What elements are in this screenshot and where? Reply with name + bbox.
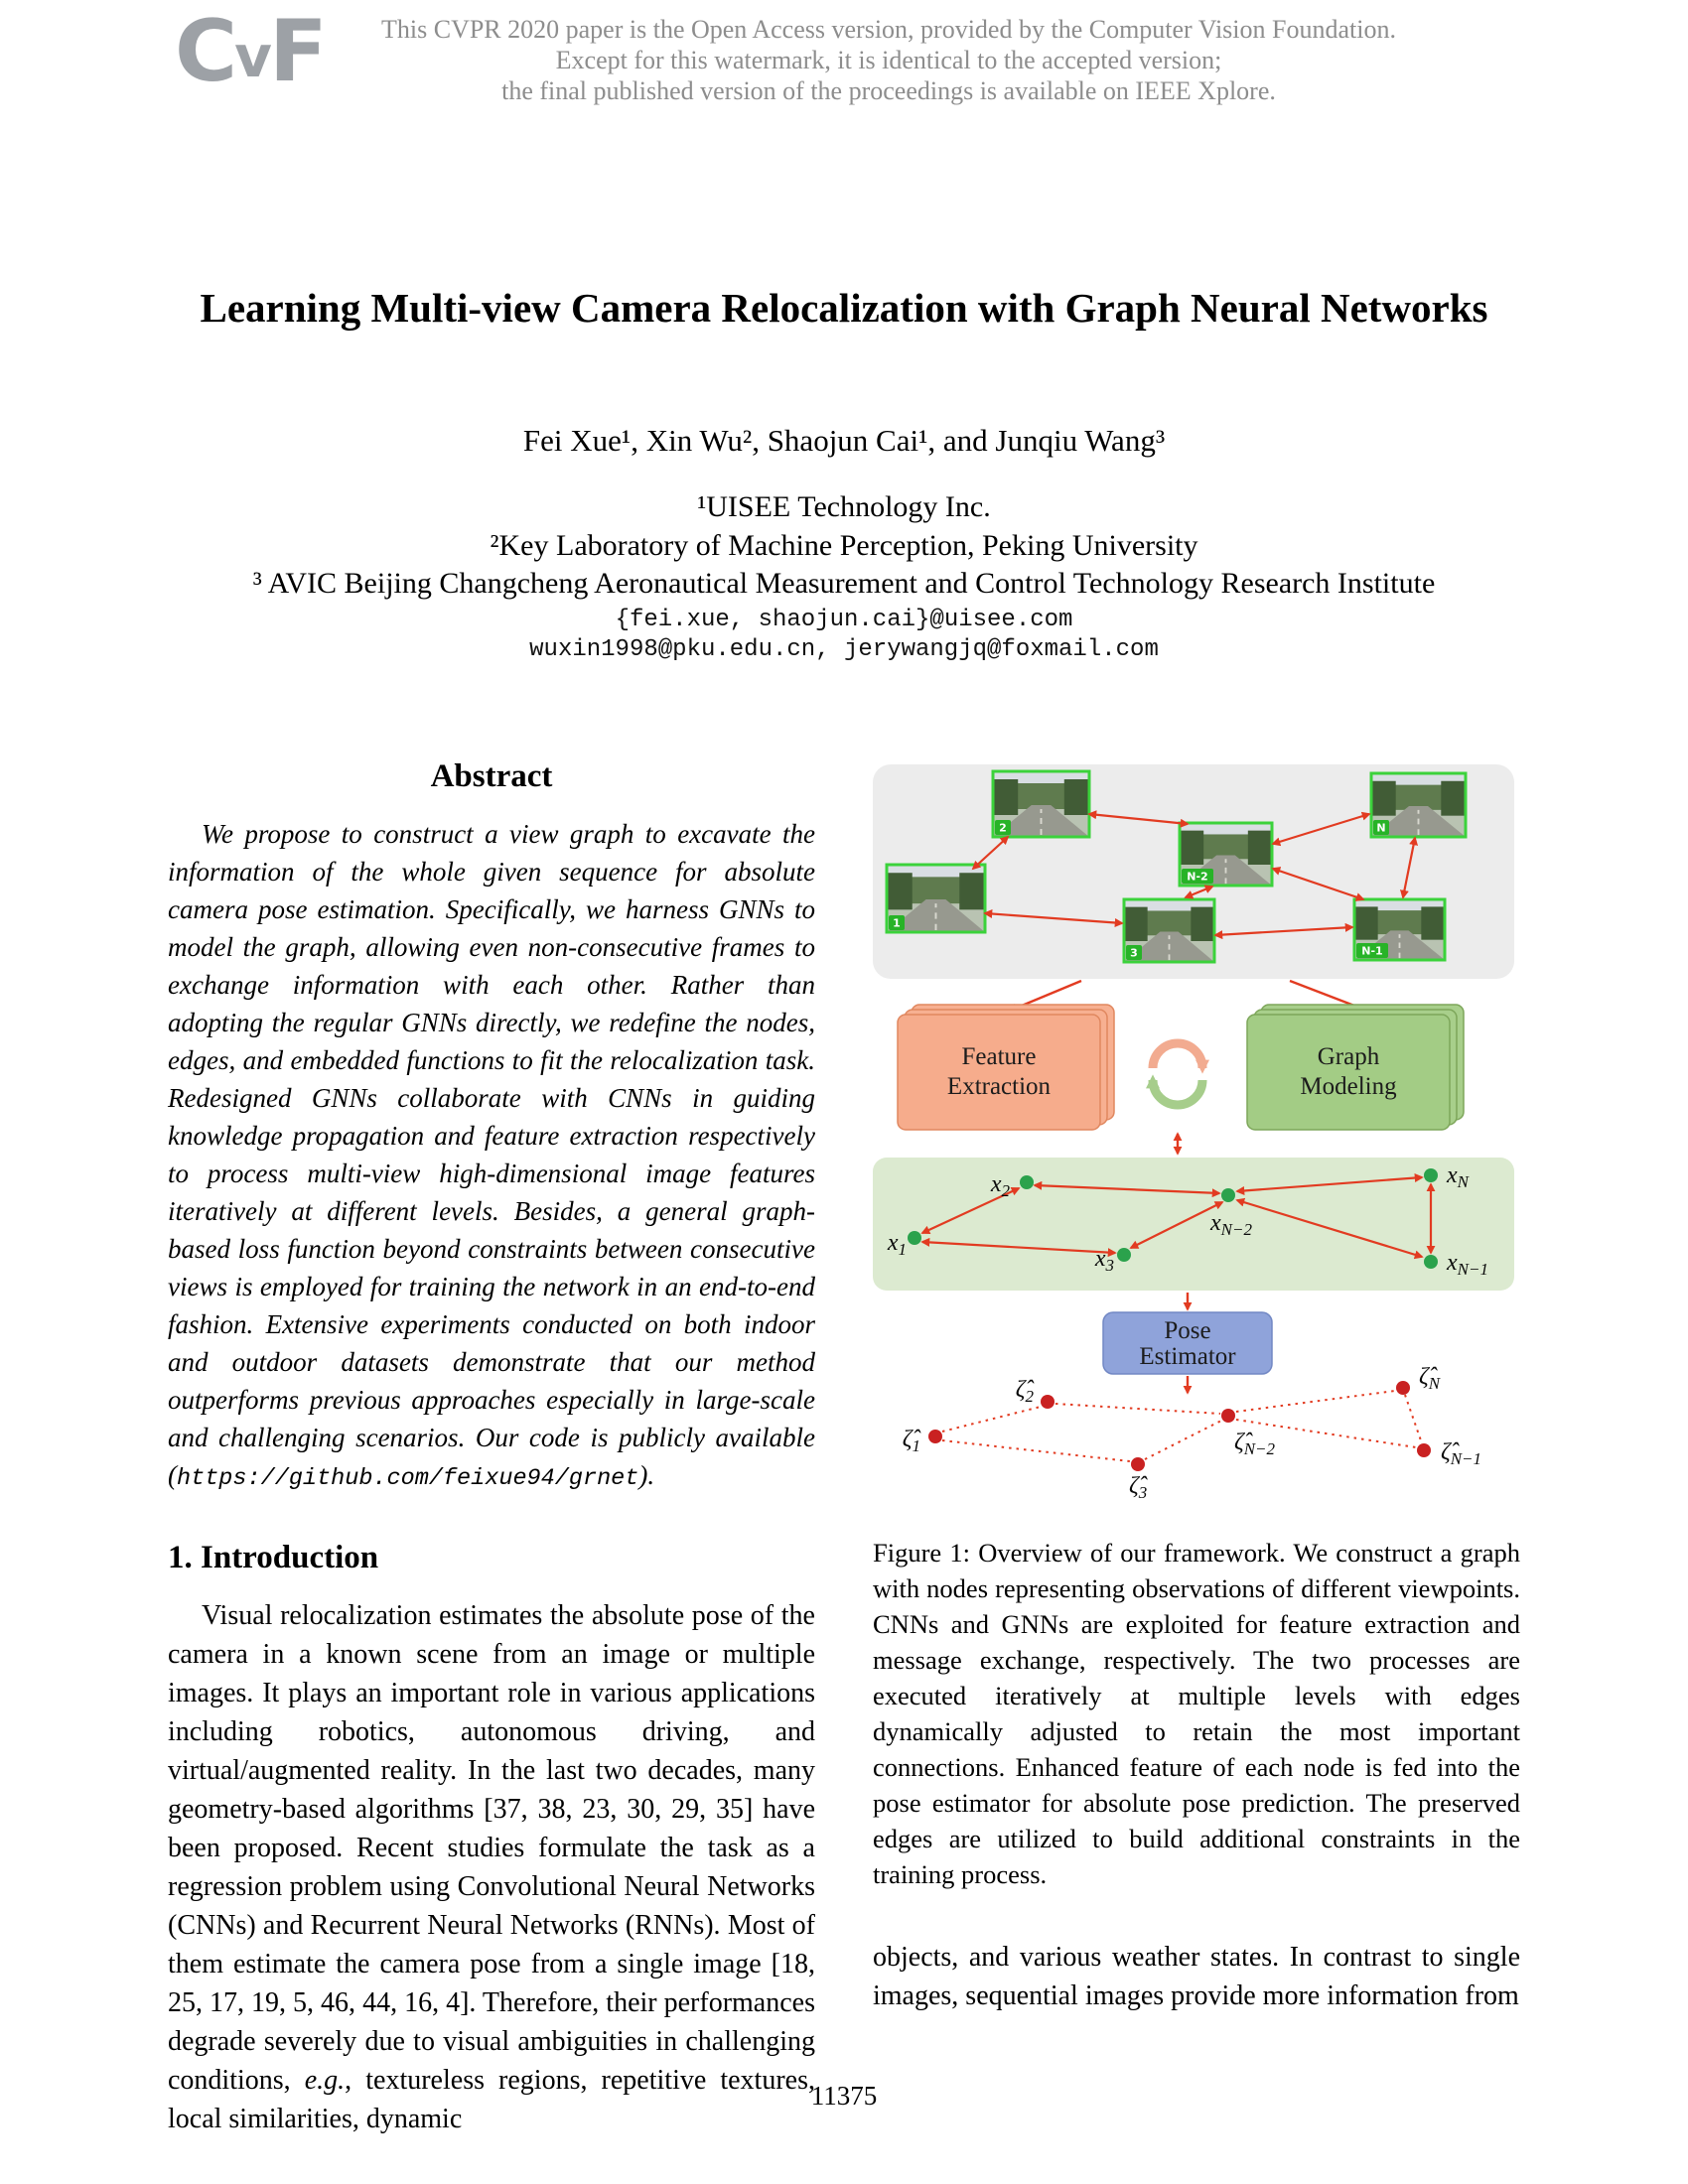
author-line: Fei Xue¹, Xin Wu², Shaojun Cai¹, and Junqiu Wang³ [522, 423, 1166, 458]
node-label-x1: $x_1$ [887, 1230, 907, 1259]
pose-estimator-box [1103, 1312, 1272, 1374]
pose-label-z2: $\zetâ_2$ [1015, 1377, 1034, 1406]
abstract-text [168, 815, 815, 1498]
node-label-x3: $x_3$ [1094, 1246, 1114, 1275]
pose-node-zn1 [1417, 1443, 1431, 1457]
feature-extraction-label-1: Feature [961, 1043, 1037, 1070]
node-label-x2: $x_2$ [990, 1171, 1010, 1200]
pose-node-zn [1396, 1381, 1410, 1395]
frame-label-2: 2 [999, 821, 1007, 835]
frame-label-n-1: N-1 [1361, 944, 1383, 958]
affiliation-1: ¹UISEE Technology Inc. [697, 490, 991, 523]
introduction-paragraph [168, 1596, 815, 2138]
email-block [0, 606, 1688, 665]
feature-extraction-box [898, 1005, 1114, 1130]
node-label-xn2: $x_{N-2}$ [1210, 1210, 1252, 1239]
frame-image-2 [993, 771, 1089, 837]
frame-image-n-1 [1354, 899, 1445, 960]
node-graph-panel [873, 1158, 1514, 1291]
node-label-xn: $x_N$ [1447, 1162, 1469, 1191]
frame-label-3: 3 [1130, 946, 1138, 960]
github-link[interactable]: https://github.com/feixue94/grnet [177, 1465, 639, 1492]
email-line-1: {fei.xue, shaojun.cai}@uisee.com [615, 607, 1073, 633]
affiliation-3: ³ AVIC Beijing Changcheng Aeronautical Measurement and Control Technology Research Institute [252, 567, 1436, 600]
graph-node-xn1 [1424, 1255, 1438, 1269]
graph-node-xn2 [1221, 1188, 1235, 1202]
right-column [873, 764, 1520, 2015]
cvf-logo-f: F [268, 2, 325, 101]
pose-estimator-label-1: Pose [1164, 1317, 1211, 1344]
pose-graph-edges [942, 1391, 1422, 1461]
frame-label-1: 1 [893, 916, 901, 930]
pose-node-zn2 [1221, 1409, 1235, 1423]
cvf-logo-v: v [234, 23, 269, 90]
pose-label-z1: $\zetâ_1$ [902, 1427, 920, 1455]
abstract-tail: ). [638, 1460, 655, 1490]
section-heading-introduction: 1. Introduction [168, 1540, 379, 1575]
watermark-line-2: Except for this watermark, it is identical to the accepted version; [555, 46, 1222, 74]
frame-image-n [1371, 773, 1466, 837]
intro-text-2: , textureless regions, repetitive textures, local similarities, dynamic [168, 2065, 815, 2134]
graph-node-x1 [908, 1231, 921, 1245]
graph-modeling-label-1: Graph [1317, 1043, 1380, 1070]
frame-label-n-2: N-2 [1187, 870, 1208, 884]
paper-title: Learning Multi-view Camera Relocalization with Graph Neural Networks [200, 285, 1488, 331]
watermark-line-3: the final published version of the proceedings is available on IEEE Xplore. [501, 76, 1276, 105]
frame-label-n: N [1376, 821, 1386, 835]
graph-modeling-box [1247, 1005, 1464, 1130]
pose-label-zn: $\zetâ_N$ [1419, 1364, 1441, 1393]
pose-label-zn2: $\zetâ_{N-2}$ [1234, 1430, 1276, 1458]
intro-text-1: Visual relocalization estimates the absolute pose of the camera in a known scene from an image or multiple images. It plays an important role in various applications including robotics, autonomous driving, and virtual/augmented reality. In the last two decades, many geometry-based algorithms [37, 38, 23, 30, 29, 35] have been proposed. Recent studies formulate the task as a regression problem using Convolutional Neural Networks (CNNs) and Recurrent Neural Networks (RNNs). Most of them estimate the camera pose from a single image [18, 25, 17, 19, 5, 46, 44, 16, 4]. Therefore, their performances degrade severely due to visual ambiguities in challenging conditions, [168, 1600, 815, 2096]
frame-image-n-2 [1180, 823, 1272, 886]
continued-paragraph: objects, and various weather states. In contrast to single images, sequential images provide more information from [873, 1942, 1520, 2011]
feature-extraction-label-2: Extraction [946, 1073, 1052, 1100]
frame-image-3 [1124, 899, 1214, 962]
watermark-line-1: This CVPR 2020 paper is the Open Access version, provided by the Computer Vision Foundation. [381, 15, 1396, 44]
affiliation-2: ²Key Laboratory of Machine Perception, Peking University [490, 528, 1198, 562]
abstract-body: We propose to construct a view graph to excavate the information of the whole given sequence for absolute camera pose estimation. Specifically, we harness GNNs to model the graph, allowing even non-consecutive frames to exchange information with each other. Rather than adopting the regular GNNs directly, we redefine the nodes, edges, and embedded functions to fit the relocalization task. Redesigned GNNs collaborate with CNNs in guiding knowledge propagation and feature extraction respectively to process multi-view high-dimensional image features iteratively at different levels. Besides, a general graph-based loss function beyond constraints between consecutive views is employed for training the network in an end-to-end fashion. Extensive experiments conducted on both indoor and outdoor datasets demonstrate that our method outperforms previous approaches especially in large-scale and challenging scenarios. Our code is publicly available ( [168, 819, 815, 1490]
affiliations [0, 488, 1688, 604]
figure-caption: Figure 1: Overview of our framework. We construct a graph with nodes representing observations of different viewpoints. CNNs and GNNs are exploited for feature extraction and message exchange, respectively. The two processes are executed iteratively at multiple levels with edges dynamically adjusted to retain the most important connections. Enhanced feature of each node is fed into the pose estimator for absolute pose prediction. The preserved edges are utilized to build additional constraints in the training process. [873, 1538, 1520, 1889]
pose-graph [903, 1364, 1481, 1502]
figure-1-diagram [873, 764, 1518, 1504]
cvf-logo-c: C [175, 2, 235, 101]
email-line-2: wuxin1998@pku.edu.cn, jerywangjq@foxmail.com [529, 636, 1159, 663]
pose-node-z3 [1131, 1457, 1145, 1471]
left-column [168, 752, 815, 2138]
pose-label-zn1: $\zetâ_{N-1}$ [1441, 1439, 1482, 1468]
graph-modeling-label-2: Modeling [1300, 1073, 1397, 1100]
open-access-watermark [0, 14, 1688, 106]
frame-image-1 [887, 865, 985, 932]
pose-estimator-label-2: Estimator [1139, 1343, 1236, 1370]
pose-label-z3: $\zetâ_3$ [1129, 1473, 1148, 1502]
node-label-xn1: $x_{N-1}$ [1447, 1250, 1488, 1279]
graph-node-x2 [1020, 1175, 1034, 1189]
view-graph-panel [873, 764, 1514, 979]
page-number: 11375 [810, 2081, 878, 2111]
cycle-icon [1153, 1043, 1202, 1105]
pose-node-z2 [1041, 1395, 1055, 1409]
pose-node-z1 [928, 1430, 942, 1443]
abstract-heading: Abstract [430, 758, 553, 794]
graph-node-x3 [1117, 1248, 1131, 1262]
intro-eg-italic: e.g. [304, 2065, 346, 2096]
graph-node-xn [1424, 1168, 1438, 1182]
